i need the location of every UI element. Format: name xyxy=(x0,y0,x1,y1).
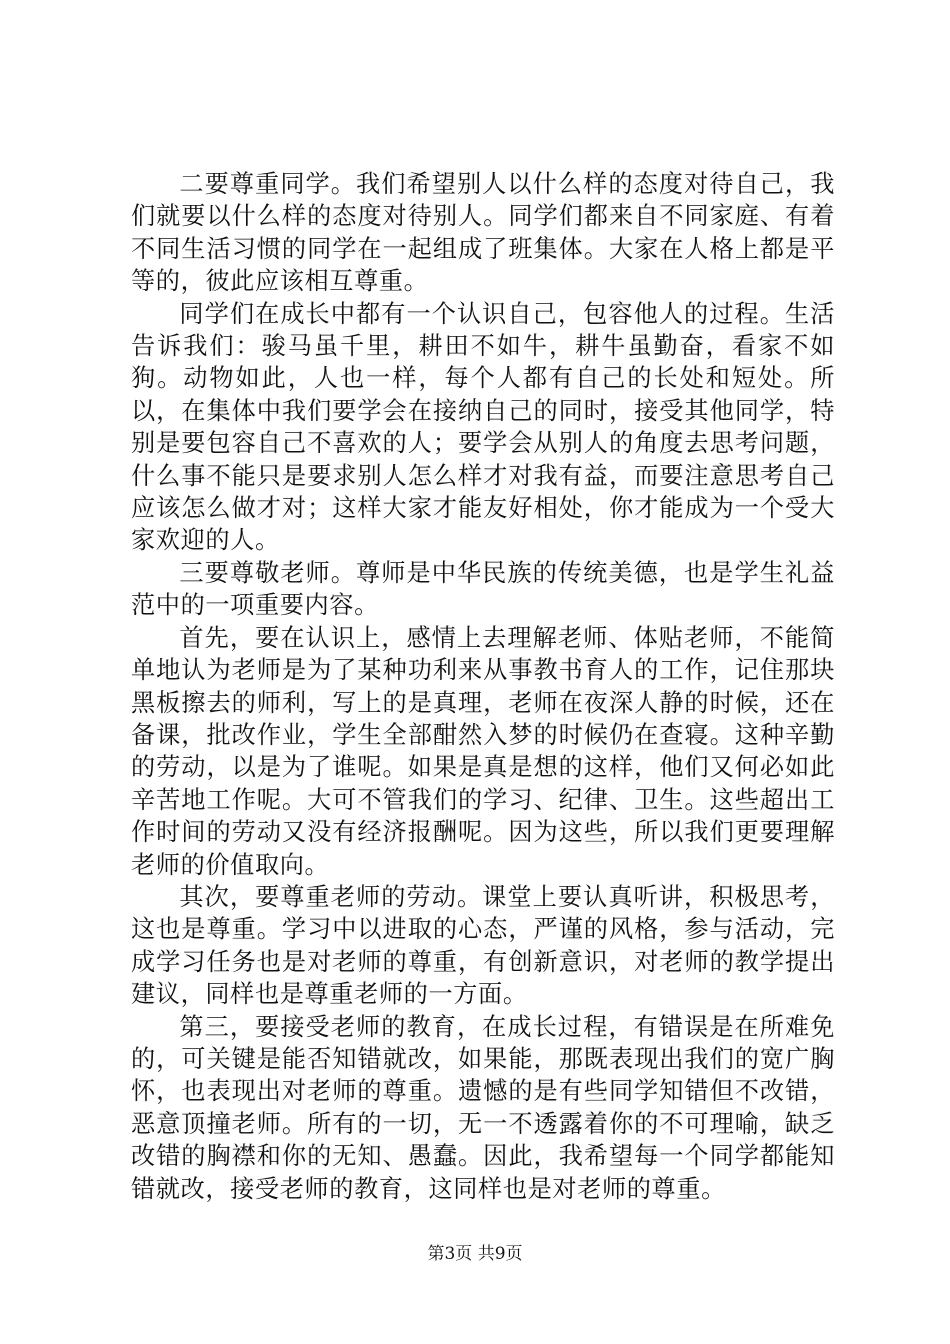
paragraph-tolerance: 同学们在成长中都有一个认识自己，包容他人的过程。生活告诉我们：骏马虽千里，耕田不如牛，耕牛虽勤奋，看家不如狗。动物如此，人也一样，每个人都有自己的长处和短处。所以，在集体中我们要学会在接纳自己的同时，接受其他同学，特别是要包容自己不喜欢的人；要学会从别人的角度去思考问题，什么事不能只是要求别人怎么样才对我有益，而要注意思考自己应该怎么做才对；这样大家才能友好相处，你才能成为一个受大家欢迎的人。 xyxy=(131,299,835,555)
paragraph-respect-classmates: 二要尊重同学。我们希望别人以什么样的态度对待自己，我们就要以什么样的态度对待别人。同学们都来自不同家庭、有着不同生活习惯的同学在一起组成了班集体。大家在人格上都是平等的，彼此应该相互尊重。 xyxy=(131,170,835,296)
paragraph-respect-teachers: 三要尊敬老师。尊师是中华民族的传统美德，也是学生礼益范中的一项重要内容。 xyxy=(131,558,835,620)
document-body xyxy=(131,168,835,1205)
page-footer: 第3页 共9页 xyxy=(427,1244,523,1264)
paragraph-first-understand: 首先，要在认识上，感情上去理解老师、体贴老师，不能简单地认为老师是为了某种功利来从事教书育人的工作，记住那块黑板擦去的师利，写上的是真理，老师在夜深人静的时候，还在备课，批改作业，学生全部酣然入梦的时候仍在查寝。这种辛勤的劳动，以是为了谁呢。如果是真是想的这样，他们又何必如此辛苦地工作呢。大可不管我们的学习、纪律、卫生。这些超出工作时间的劳动又没有经济报酬呢。因为这些，所以我们更要理解老师的价值取向。 xyxy=(131,623,835,879)
paragraph-third-education: 第三，要接受老师的教育，在成长过程，有错误是在所难免的，可关键是能否知错就改，如果能，那既表现出我们的宽广胸怀，也表现出对老师的尊重。遗憾的是有些同学知错但不改错，恶意顶撞老师。所有的一切，无一不透露着你的不可理喻，缺乏改错的胸襟和你的无知、愚蠢。因此，我希望每一个同学都能知错就改，接受老师的教育，这同样也是对老师的尊重。 xyxy=(131,1012,835,1203)
paragraph-second-labor: 其次，要尊重老师的劳动。课堂上要认真听讲，积极思考，这也是尊重。学习中以进取的心态，严谨的风格，参与活动，完成学习任务也是对老师的尊重，有创新意识，对老师的教学提出建议，同样也是尊重老师的一方面。 xyxy=(131,882,835,1009)
